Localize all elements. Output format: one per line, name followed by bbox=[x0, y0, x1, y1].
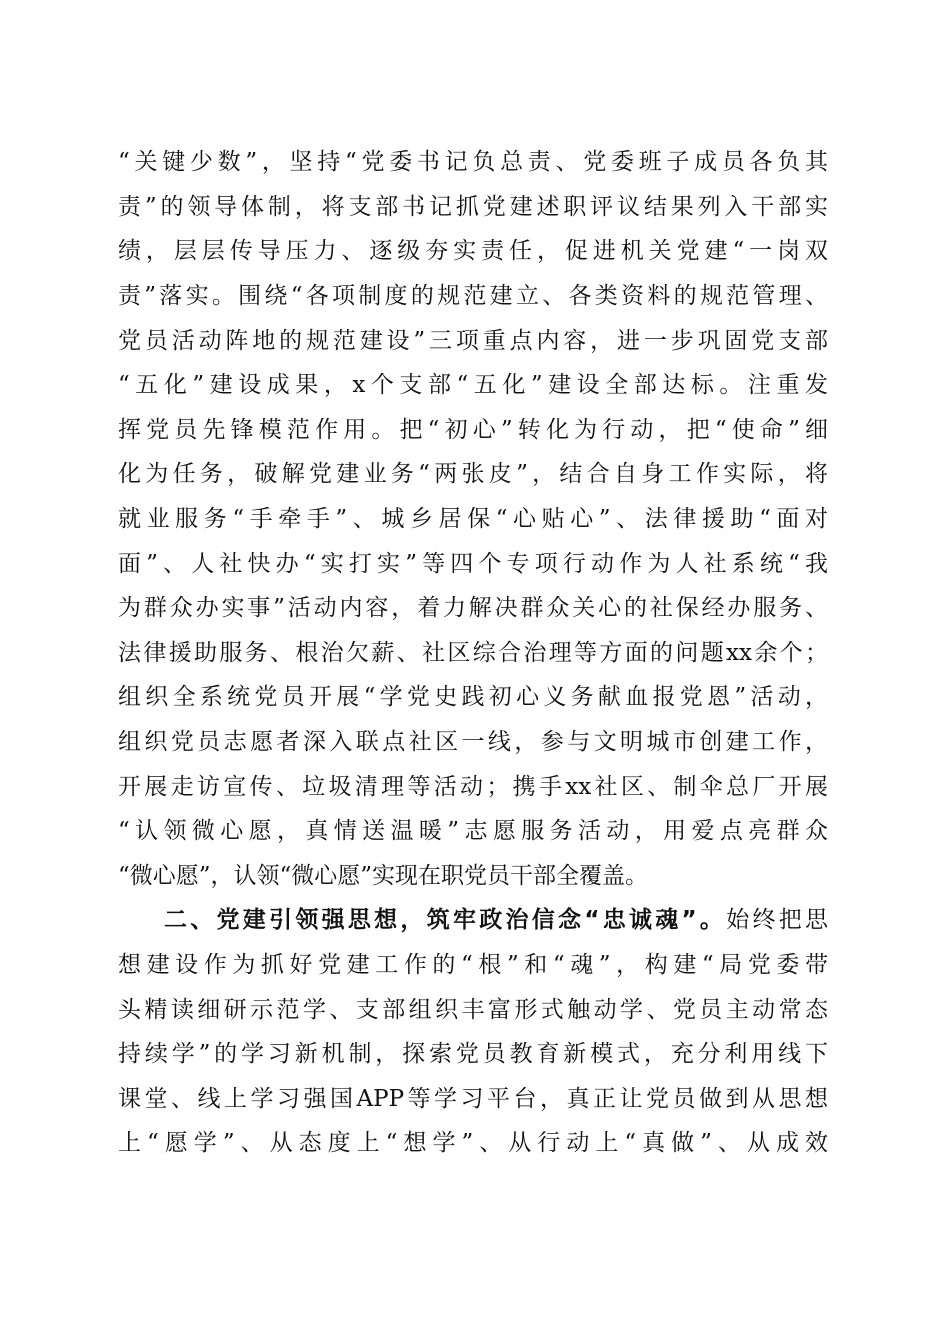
section-heading: 二、党建引领强思想，筑牢政治信念“忠诚魂”。 bbox=[164, 907, 727, 933]
text-line: 持续学”的学习新机制，探索党员教育新模式，充分利用线下 bbox=[118, 1041, 828, 1067]
text-line: 开展走访宣传、垃圾清理等活动；携手xx社区、制伞总厂开展 bbox=[118, 774, 828, 800]
text-line: “关键少数”，坚持“党委书记负总责、党委班子成员各负其 bbox=[118, 149, 828, 175]
text-line: 组织全系统党员开展“学党史践初心义务献血报党恩”活动， bbox=[118, 684, 828, 710]
text-line: 组织党员志愿者深入联点社区一线，参与文明城市创建工作， bbox=[118, 729, 828, 755]
section-heading-line bbox=[164, 898, 828, 942]
text-line: 上“愿学”、从态度上“想学”、从行动上“真做”、从成效 bbox=[118, 1130, 828, 1156]
text-line: “认领微心愿，真情送温暖”志愿服务活动，用爱点亮群众 bbox=[118, 818, 828, 844]
text-line: 法律援助服务、根治欠薪、社区综合治理等方面的问题xx余个； bbox=[118, 640, 828, 666]
text-line: 课堂、线上学习强国APP等学习平台，真正让党员做到从思想 bbox=[118, 1086, 828, 1112]
text-line: 面”、人社快办“实打实”等四个专项行动作为人社系统“我 bbox=[118, 551, 828, 577]
text-line: 化为任务，破解党建业务“两张皮”，结合自身工作实际，将 bbox=[118, 461, 828, 487]
text-line: “微心愿”，认领“微心愿”实现在职党员干部全覆盖。 bbox=[118, 863, 649, 889]
text-line: “五化”建设成果，x个支部“五化”建设全部达标。注重发 bbox=[118, 372, 828, 398]
text-line: 想建设作为抓好党建工作的“根”和“魂”，构建“局党委带 bbox=[118, 952, 828, 978]
text-line: 绩，层层传导压力、逐级夯实责任，促进机关党建“一岗双 bbox=[118, 238, 828, 264]
text-line: 责”的领导体制，将支部书记抓党建述职评议结果列入干部实 bbox=[118, 194, 828, 220]
text-line: 挥党员先锋模范作用。把“初心”转化为行动，把“使命”细 bbox=[118, 417, 828, 443]
text-line: 责”落实。围绕“各项制度的规范建立、各类资料的规范管理、 bbox=[118, 283, 828, 309]
text-line: 就业服务“手牵手”、城乡居保“心贴心”、法律援助“面对 bbox=[118, 506, 828, 532]
section-heading-tail: 始终把思 bbox=[726, 907, 828, 933]
text-line: 为群众办实事”活动内容，着力解决群众关心的社保经办服务、 bbox=[118, 595, 828, 621]
text-line: 头精读细研示范学、支部组织丰富形式触动学、党员主动常态 bbox=[118, 997, 828, 1023]
text-line: 党员活动阵地的规范建设”三项重点内容，进一步巩固党支部 bbox=[118, 328, 828, 354]
